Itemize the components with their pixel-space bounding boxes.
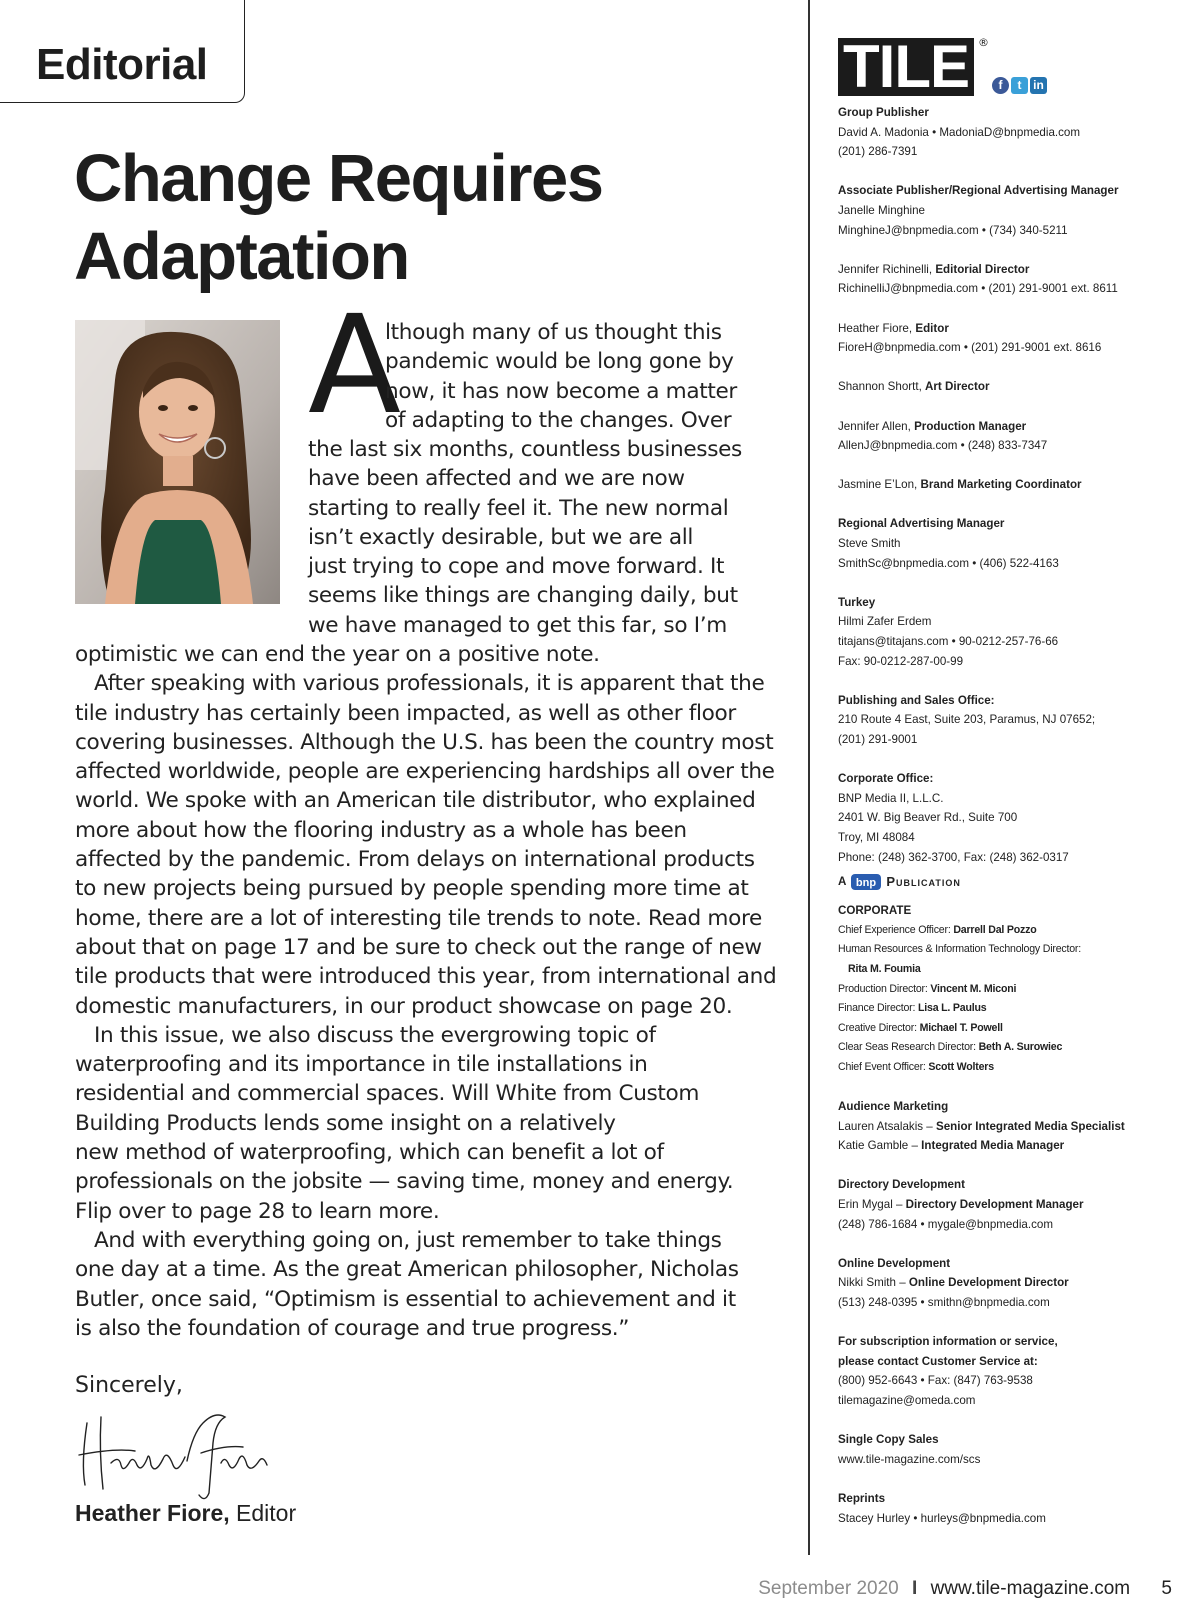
- masthead-text: Production Director:: [838, 982, 928, 995]
- masthead-text: (513) 248-0395 • smithn@bnpmedia.com: [838, 1296, 1050, 1310]
- article-line: Flip over to page 28 to learn more.: [75, 1198, 440, 1224]
- article-body: [75, 640, 775, 1343]
- article-line: professionals on the jobsite — saving time, money and energy.: [75, 1169, 734, 1195]
- masthead-text: 210 Route 4 East, Suite 203, Paramus, NJ 07652;: [838, 713, 1096, 727]
- article-line: optimistic we can end the year on a positive note.: [75, 642, 600, 667]
- masthead-text: Lauren Atsalakis –: [838, 1119, 933, 1133]
- article-line: tile industry has certainly been impacted, as well as other floor: [75, 700, 736, 726]
- masthead-text: Nikki Smith –: [838, 1276, 906, 1290]
- article-line: Butler, once said, “Optimism is essential to achievement and it: [75, 1286, 736, 1312]
- masthead-label: CORPORATE: [838, 904, 912, 918]
- headline: [74, 140, 774, 296]
- masthead-name: Rita M. Foumia: [848, 962, 921, 975]
- masthead-text: BNP Media II, L.L.C.: [838, 791, 944, 805]
- masthead-list: [838, 103, 1188, 1528]
- masthead-label: Directory Development: [838, 1178, 965, 1192]
- headline-line-1: Change Requires: [74, 141, 603, 216]
- article-line: starting to really feel it. The new normal: [308, 495, 729, 521]
- article-line: now, it has now become a matter: [385, 378, 737, 404]
- masthead-text: (248) 786-1684 • mygale@bnpmedia.com: [838, 1217, 1053, 1231]
- editor-portrait-icon: [75, 320, 280, 604]
- masthead-text: Erin Mygal –: [838, 1198, 903, 1212]
- masthead-text: Jennifer Allen,: [838, 419, 911, 433]
- masthead-label: Editorial Director: [935, 262, 1030, 276]
- masthead-label: Audience Marketing: [838, 1100, 949, 1114]
- masthead-label: For subscription information or service,: [838, 1335, 1058, 1349]
- twitter-icon[interactable]: t: [1011, 77, 1028, 94]
- masthead-label: Editor: [915, 321, 949, 335]
- masthead-label: Directory Development Manager: [905, 1198, 1084, 1212]
- masthead-text: David A. Madonia • MadoniaD@bnpmedia.com: [838, 125, 1081, 139]
- registered-mark: ®: [978, 36, 989, 49]
- article-line: about that on page 17 and be sure to check out the range of new: [75, 934, 762, 960]
- handwritten-signature: [75, 1393, 275, 1503]
- editor-portrait-photo: [75, 320, 280, 604]
- article-line: world. We spoke with an American tile distributor, who explained: [75, 788, 756, 814]
- article-line: lthough many of us thought this: [385, 320, 722, 345]
- masthead-name: Lisa L. Paulus: [918, 1002, 987, 1015]
- masthead-label: Senior Integrated Media Specialist: [935, 1119, 1125, 1133]
- masthead-text: Troy, MI 48084: [838, 830, 915, 844]
- section-title: Editorial: [36, 40, 208, 89]
- headline-line-2: Adaptation: [74, 219, 409, 294]
- article-line: domestic manufacturers, in our product showcase on page 20.: [75, 993, 733, 1019]
- masthead-name: Vincent M. Miconi: [930, 982, 1017, 995]
- signature-name: [75, 1500, 296, 1527]
- masthead-label: Associate Publisher/Regional Advertising Manager: [838, 184, 1119, 198]
- bnp-logo-text: bnp: [856, 877, 877, 890]
- masthead-text: tilemagazine@omeda.com: [838, 1394, 976, 1407]
- drop-cap: A: [308, 287, 402, 445]
- masthead-name: Beth A. Surowiec: [978, 1041, 1063, 1054]
- masthead-label: Integrated Media Manager: [921, 1139, 1065, 1153]
- pub-word: Publication: [886, 874, 961, 890]
- masthead-text: SmithSc@bnpmedia.com • (406) 522-4163: [838, 556, 1059, 570]
- masthead-text: (201) 291-9001: [838, 733, 918, 746]
- masthead-text: Steve Smith: [838, 537, 901, 551]
- article-line: seems like things are changing daily, but: [308, 583, 738, 609]
- article-line: And with everything going on, just remember to take things: [94, 1227, 722, 1253]
- masthead-label: Reprints: [838, 1491, 886, 1505]
- footer-url[interactable]: www.tile-magazine.com: [930, 1578, 1131, 1599]
- masthead-text: MinghineJ@bnpmedia.com • (734) 340-5211: [838, 223, 1068, 237]
- masthead-text: Clear Seas Research Director:: [838, 1041, 976, 1054]
- article-line: affected worldwide, people are experiencing hardships all over the: [75, 759, 775, 785]
- article-line: home, there are a lot of interesting tile trends to note. Read more: [75, 905, 762, 931]
- tile-logo: TILE: [838, 38, 974, 96]
- article-line: covering businesses. Although the U.S. has been the country most: [75, 729, 774, 755]
- bnp-publication-logo: [838, 869, 1188, 895]
- article-line: pandemic would be long gone by: [385, 349, 734, 375]
- masthead-text: Katie Gamble –: [838, 1139, 918, 1153]
- facebook-icon[interactable]: f: [992, 77, 1009, 94]
- article-line: isn’t exactly desirable, but we are all: [308, 524, 694, 550]
- page-number: 5: [1161, 1578, 1172, 1599]
- masthead-text: Chief Event Officer:: [838, 1060, 926, 1073]
- masthead-text: www.tile-magazine.com/scs: [838, 1452, 981, 1466]
- masthead-text: Chief Experience Officer:: [838, 923, 951, 936]
- masthead-label: Single Copy Sales: [838, 1433, 939, 1447]
- masthead-text: Human Resources & Information Technology Director:: [838, 943, 1081, 956]
- article-line: new method of waterproofing, which can benefit a lot of: [75, 1140, 664, 1166]
- masthead-text: (201) 286-7391: [838, 145, 918, 159]
- masthead-label: Online Development: [838, 1256, 951, 1270]
- masthead-text: Phone: (248) 362-3700, Fax: (248) 362-0317: [838, 850, 1069, 864]
- article-line: affected by the pandemic. From delays on international products: [75, 847, 755, 873]
- masthead-label: Production Manager: [914, 419, 1027, 433]
- article-line: of adapting to the changes. Over: [385, 407, 732, 433]
- article-line: waterproofing and its importance in tile installations in: [75, 1052, 648, 1078]
- article-line: Building Products lends some insight on a relatively: [75, 1110, 616, 1136]
- footer-separator: I: [912, 1578, 918, 1599]
- masthead-name: Michael T. Powell: [919, 1021, 1003, 1034]
- masthead-text: Jasmine E’Lon,: [838, 478, 918, 492]
- article-line: the last six months, countless businesses: [308, 437, 742, 462]
- masthead-label: please contact Customer Service at:: [838, 1354, 1038, 1368]
- masthead-text: Hilmi Zafer Erdem: [838, 615, 932, 629]
- masthead-label: Corporate Office:: [838, 772, 934, 786]
- article-line: After speaking with various professionals, it is apparent that the: [94, 671, 765, 697]
- masthead-name: Scott Wolters: [928, 1060, 994, 1073]
- masthead-label: Online Development Director: [908, 1276, 1069, 1290]
- article-line: In this issue, we also discuss the evergrowing topic of: [94, 1022, 656, 1048]
- column-divider: [808, 0, 810, 1555]
- article-line: is also the foundation of courage and true progress.”: [75, 1315, 630, 1341]
- section-tab: [0, 0, 245, 103]
- article-line: tile products that were introduced this year, from international and: [75, 964, 777, 990]
- article-line: just trying to cope and move forward. It: [308, 554, 725, 580]
- page-footer: [758, 1578, 1172, 1600]
- pub-a: A: [838, 875, 847, 889]
- article-line: one day at a time. As the great American philosopher, Nicholas: [75, 1257, 739, 1283]
- article-line: have been affected and we are now: [308, 466, 685, 492]
- masthead-text: Creative Director:: [838, 1021, 917, 1034]
- masthead-text: FioreH@bnpmedia.com • (201) 291-9001 ext. 8616: [838, 341, 1102, 355]
- masthead-name: Darrell Dal Pozzo: [953, 923, 1037, 936]
- masthead-text: Shannon Shortt,: [838, 380, 922, 394]
- editor-title: Editor: [236, 1500, 297, 1526]
- masthead-text: Jennifer Richinelli,: [838, 262, 933, 276]
- masthead-text: 2401 W. Big Beaver Rd., Suite 700: [838, 811, 1018, 825]
- footer-date: September 2020: [758, 1578, 899, 1599]
- masthead-text: Heather Fiore,: [838, 321, 913, 335]
- masthead-text: RichinelliJ@bnpmedia.com • (201) 291-9001 ext. 8611: [838, 282, 1118, 296]
- masthead-text: (800) 952-6643 • Fax: (847) 763-9538: [838, 1374, 1033, 1388]
- article-line: more about how the flooring industry as a whole has been: [75, 817, 687, 843]
- masthead-text: Stacey Hurley • hurleys@bnpmedia.com: [838, 1511, 1046, 1525]
- masthead-label: Publishing and Sales Office:: [838, 693, 995, 707]
- masthead-label: Turkey: [838, 595, 876, 609]
- masthead-label: Art Director: [925, 380, 990, 394]
- masthead-text: titajans@titajans.com • 90-0212-257-76-66: [838, 635, 1059, 649]
- masthead-text: AllenJ@bnpmedia.com • (248) 833-7347: [838, 439, 1048, 453]
- sincerely-text: Sincerely,: [75, 1373, 183, 1398]
- article-line: residential and commercial spaces. Will White from Custom: [75, 1081, 700, 1107]
- editor-name: Heather Fiore,: [75, 1500, 230, 1526]
- article-line: we have managed to get this far, so I’m: [308, 612, 727, 638]
- masthead-text: Fax: 90-0212-287-00-99: [838, 654, 964, 668]
- bnp-logo-icon: [850, 872, 882, 892]
- article-line: to new projects being pursued by people spending more time at: [75, 876, 749, 902]
- linkedin-icon[interactable]: in: [1030, 77, 1047, 94]
- masthead-text: Finance Director:: [838, 1002, 916, 1015]
- masthead-label: Brand Marketing Coordinator: [920, 478, 1082, 492]
- masthead-label: Regional Advertising Manager: [838, 517, 1005, 531]
- social-icons: [992, 77, 1047, 94]
- masthead-text: Janelle Minghine: [838, 203, 926, 217]
- masthead-label: Group Publisher: [838, 106, 929, 119]
